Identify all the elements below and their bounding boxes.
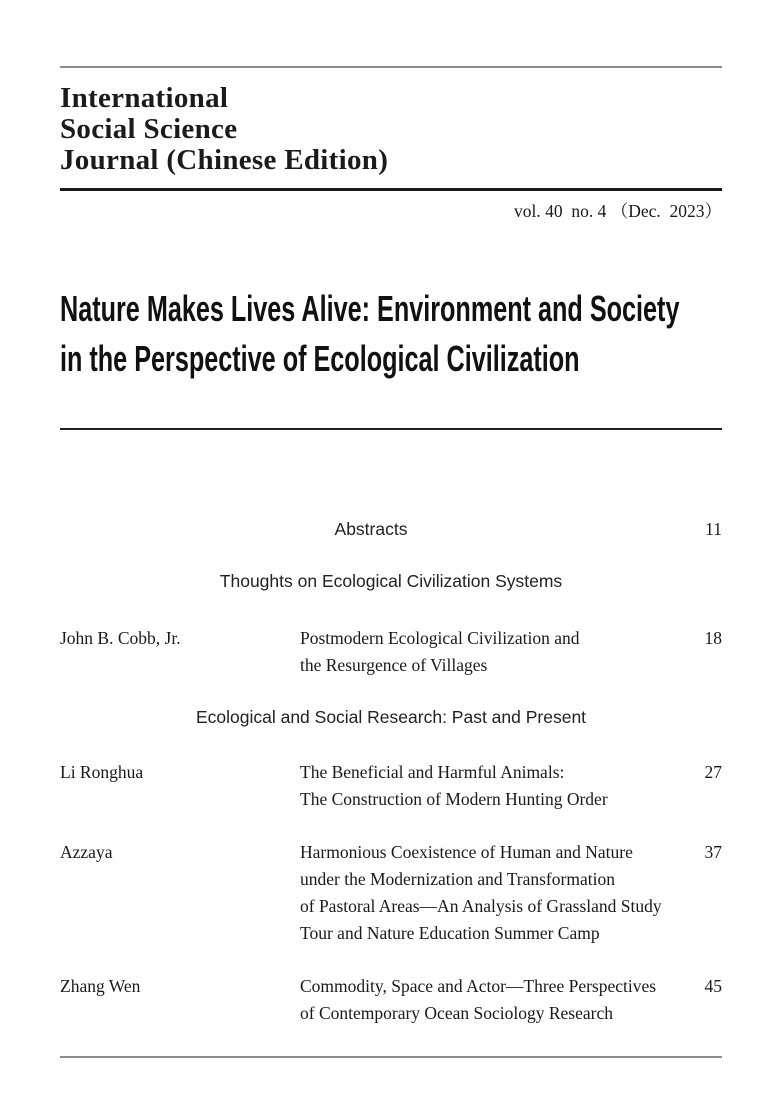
entry-title-line: The Construction of Modern Hunting Order — [300, 789, 608, 809]
toc-entry-zhang — [60, 973, 722, 1027]
journal-title-line-1: International — [60, 82, 229, 114]
feature-title-line-2: in the Perspective of Ecological Civilization — [60, 337, 580, 379]
abstracts-row — [60, 518, 722, 540]
section-heading-thoughts: Thoughts on Ecological Civilization Systems — [219, 571, 563, 591]
entry-title — [300, 625, 682, 679]
entry-author: John B. Cobb, Jr. — [60, 628, 181, 648]
entry-page-number: 18 — [704, 628, 722, 648]
entry-title-line: of Pastoral Areas—An Analysis of Grassland Study — [300, 896, 662, 916]
feature-title-line-1: Nature Makes Lives Alive: Environment and Society — [60, 287, 680, 329]
abstracts-label: Abstracts — [334, 519, 408, 539]
toc-entry-li — [60, 759, 722, 813]
toc-entry-azzaya — [60, 839, 722, 947]
entry-title-line: Tour and Nature Education Summer Camp — [300, 923, 600, 943]
entry-title-line: the Resurgence of Villages — [300, 655, 488, 675]
bottom-rule — [60, 1056, 722, 1058]
table-of-contents — [60, 518, 722, 1027]
journal-title-line-2: Social Science — [60, 113, 238, 145]
journal-masthead — [60, 83, 722, 176]
entry-title-line: Postmodern Ecological Civilization and — [300, 628, 580, 648]
entry-title-line: Harmonious Coexistence of Human and Nature — [300, 842, 633, 862]
entry-page-number: 27 — [704, 762, 722, 782]
abstracts-page-number: 11 — [705, 519, 722, 539]
entry-author: Li Ronghua — [60, 762, 144, 782]
entry-page-number: 37 — [704, 842, 722, 862]
entry-title-line: The Beneficial and Harmful Animals: — [300, 762, 565, 782]
entry-title-line: under the Modernization and Transformation — [300, 869, 615, 889]
toc-entry-cobb — [60, 625, 722, 679]
top-rule — [60, 66, 722, 68]
issue-info: vol. 40 no. 4 （Dec. 2023） — [513, 200, 722, 221]
entry-title — [300, 839, 682, 947]
entry-title-line: Commodity, Space and Actor—Three Perspectives — [300, 976, 657, 996]
journal-title-line-3: Journal (Chinese Edition) — [60, 144, 389, 176]
masthead-rule — [60, 188, 722, 191]
entry-author: Zhang Wen — [60, 976, 141, 996]
feature-rule — [60, 428, 722, 431]
entry-title-line: of Contemporary Ocean Sociology Research — [300, 1003, 613, 1023]
entry-title — [300, 759, 682, 813]
entry-title — [300, 973, 682, 1027]
feature-title — [60, 284, 680, 384]
section-heading-ecological: Ecological and Social Research: Past and Present — [195, 707, 587, 727]
entry-author: Azzaya — [60, 842, 113, 862]
entry-page-number: 45 — [704, 976, 722, 996]
